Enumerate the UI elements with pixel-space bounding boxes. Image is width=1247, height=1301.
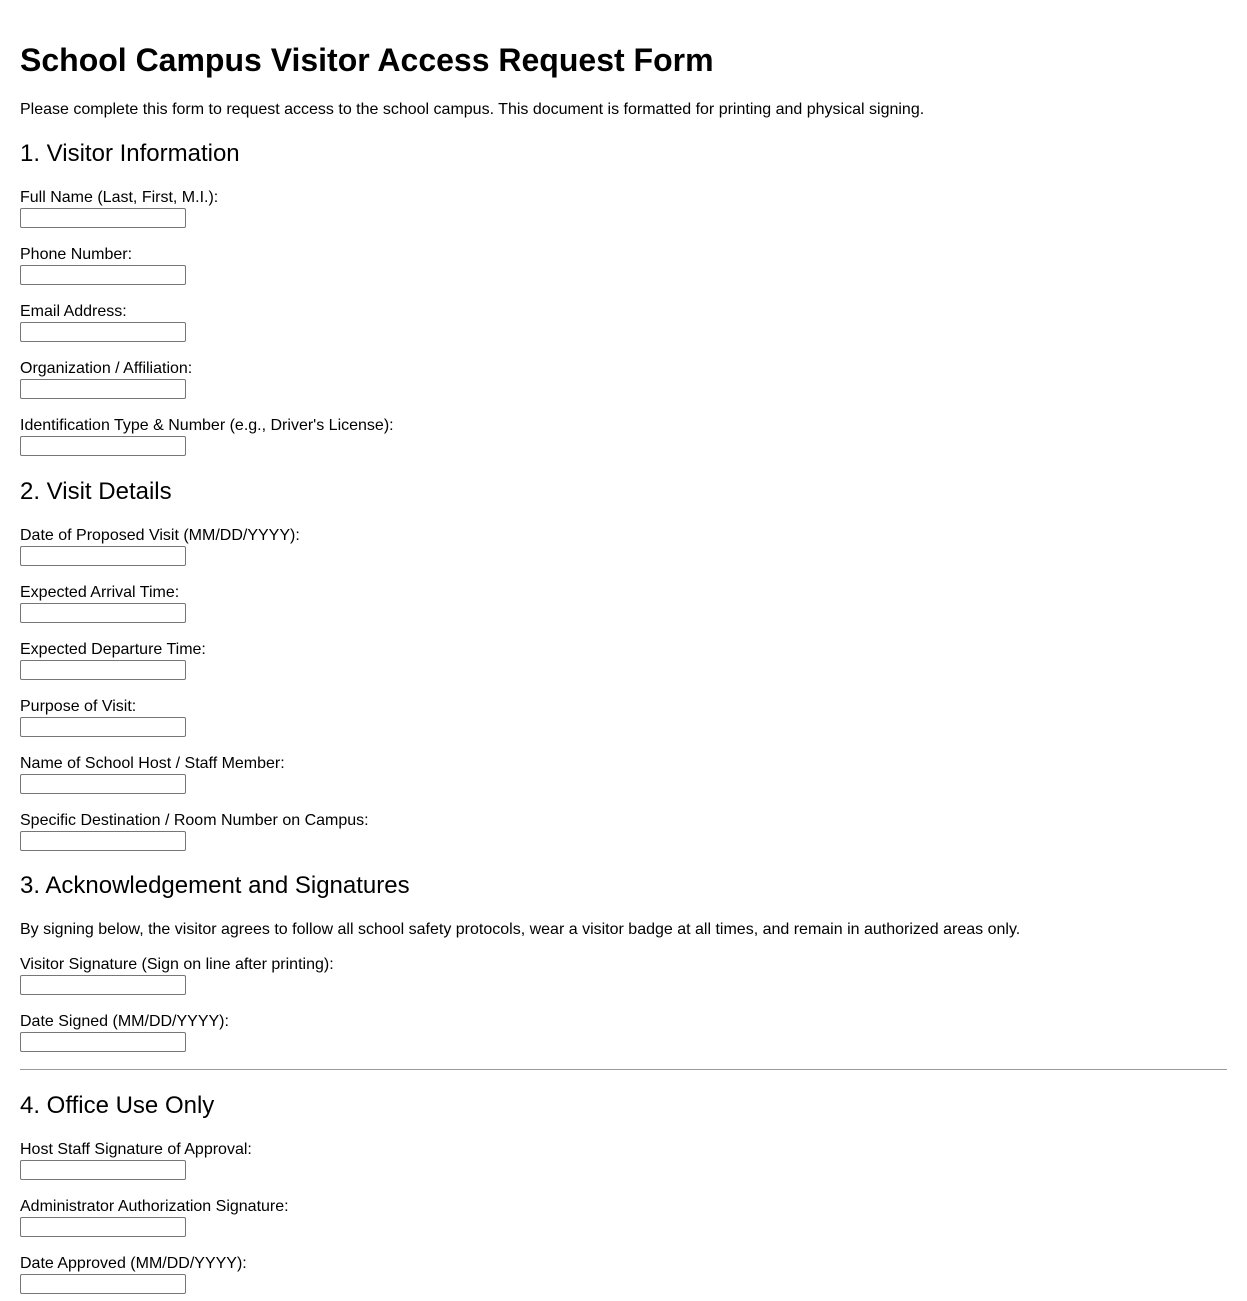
departure-time-label: Expected Departure Time: <box>20 641 206 658</box>
section-heading-visitor-information: 1. Visitor Information <box>20 140 240 167</box>
field-date-approved <box>20 1255 620 1301</box>
section-divider <box>20 1069 1227 1070</box>
field-phone-number <box>20 246 620 292</box>
field-school-host <box>20 755 620 801</box>
acknowledgement-statement: By signing below, the visitor agrees to follow all school safety protocols, wear a visitor badge at all times, and remain in authorized areas only. <box>20 921 1021 938</box>
phone-number-label: Phone Number: <box>20 246 133 263</box>
field-admin-signature <box>20 1198 620 1244</box>
date-signed-input[interactable] <box>20 1032 186 1052</box>
email-address-input[interactable] <box>20 322 186 342</box>
destination-input[interactable] <box>20 831 186 851</box>
phone-number-input[interactable] <box>20 265 186 285</box>
date-signed-label: Date Signed (MM/DD/YYYY): <box>20 1013 229 1030</box>
purpose-label: Purpose of Visit: <box>20 698 137 715</box>
full-name-input[interactable] <box>20 208 186 228</box>
email-address-label: Email Address: <box>20 303 127 320</box>
visit-date-input[interactable] <box>20 546 186 566</box>
section-heading-office-use: 4. Office Use Only <box>20 1092 215 1119</box>
host-signature-label: Host Staff Signature of Approval: <box>20 1141 252 1158</box>
admin-signature-input[interactable] <box>20 1217 186 1237</box>
organization-input[interactable] <box>20 379 186 399</box>
school-host-label: Name of School Host / Staff Member: <box>20 755 285 772</box>
field-email-address <box>20 303 620 349</box>
arrival-time-label: Expected Arrival Time: <box>20 584 180 601</box>
form-intro: Please complete this form to request access to the school campus. This document is formatted for printing and physical signing. <box>20 101 925 118</box>
identification-input[interactable] <box>20 436 186 456</box>
section-heading-acknowledgement: 3. Acknowledgement and Signatures <box>20 872 410 899</box>
field-full-name <box>20 189 620 235</box>
identification-label: Identification Type & Number (e.g., Driver's License): <box>20 417 394 434</box>
host-signature-input[interactable] <box>20 1160 186 1180</box>
full-name-label: Full Name (Last, First, M.I.): <box>20 189 219 206</box>
field-date-signed <box>20 1013 620 1059</box>
destination-label: Specific Destination / Room Number on Campus: <box>20 812 369 829</box>
field-arrival-time <box>20 584 620 630</box>
field-identification <box>20 417 620 463</box>
field-visitor-signature <box>20 956 620 1002</box>
visitor-signature-input[interactable] <box>20 975 186 995</box>
arrival-time-input[interactable] <box>20 603 186 623</box>
purpose-input[interactable] <box>20 717 186 737</box>
departure-time-input[interactable] <box>20 660 186 680</box>
field-purpose <box>20 698 620 744</box>
field-visit-date <box>20 527 620 573</box>
page-title: School Campus Visitor Access Request Form <box>20 42 714 78</box>
visit-date-label: Date of Proposed Visit (MM/DD/YYYY): <box>20 527 300 544</box>
field-host-signature <box>20 1141 620 1187</box>
school-host-input[interactable] <box>20 774 186 794</box>
visitor-signature-label: Visitor Signature (Sign on line after printing): <box>20 956 334 973</box>
field-departure-time <box>20 641 620 687</box>
section-heading-visit-details: 2. Visit Details <box>20 478 172 505</box>
admin-signature-label: Administrator Authorization Signature: <box>20 1198 289 1215</box>
organization-label: Organization / Affiliation: <box>20 360 193 377</box>
date-approved-label: Date Approved (MM/DD/YYYY): <box>20 1255 247 1272</box>
date-approved-input[interactable] <box>20 1274 186 1294</box>
field-organization <box>20 360 620 406</box>
field-destination <box>20 812 620 858</box>
